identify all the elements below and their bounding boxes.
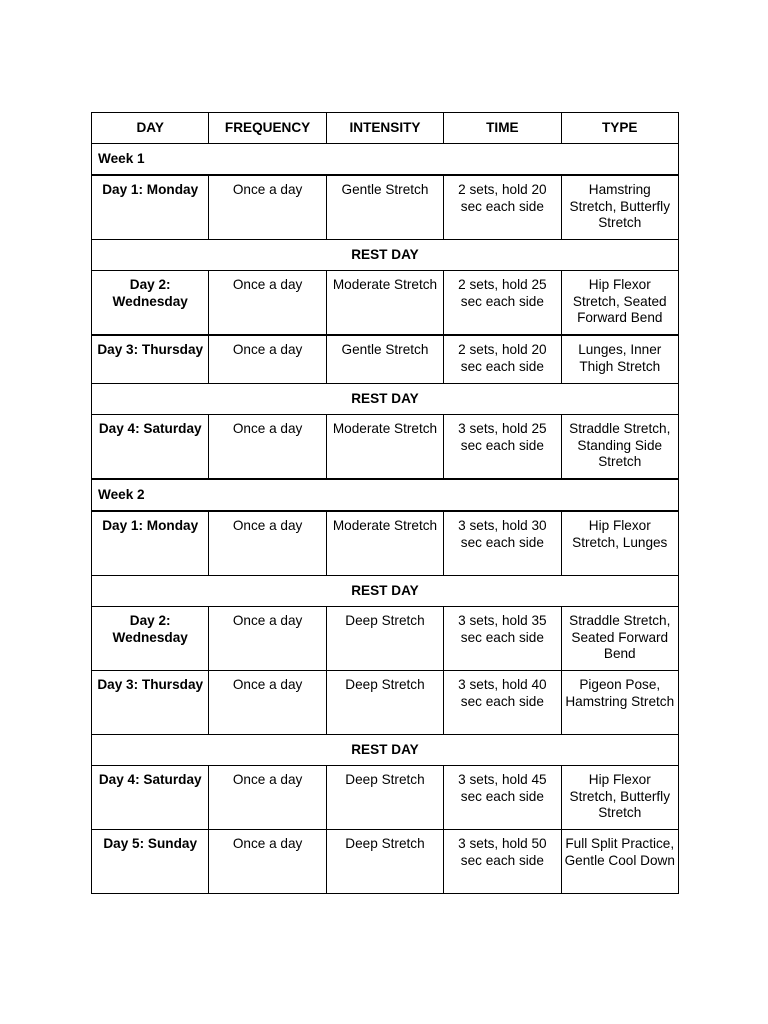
schedule-row <box>92 335 679 384</box>
header-day: DAY <box>92 113 209 144</box>
time-cell: 3 sets, hold 25 sec each side <box>444 415 561 480</box>
intensity-cell: Moderate Stretch <box>326 415 443 480</box>
week-row <box>92 144 679 176</box>
intensity-cell: Moderate Stretch <box>326 511 443 576</box>
day-cell: Day 1: Monday <box>92 511 209 576</box>
frequency-cell: Once a day <box>209 671 326 735</box>
intensity-cell: Deep Stretch <box>326 830 443 894</box>
time-cell: 2 sets, hold 25 sec each side <box>444 271 561 336</box>
day-cell: Day 2: Wednesday <box>92 271 209 336</box>
week-label: Week 2 <box>92 479 679 511</box>
schedule-row <box>92 271 679 336</box>
day-cell: Day 4: Saturday <box>92 415 209 480</box>
time-cell: 3 sets, hold 45 sec each side <box>444 766 561 830</box>
schedule-table <box>91 112 679 894</box>
schedule-row <box>92 415 679 480</box>
type-cell: Hamstring Stretch, Butterfly Stretch <box>561 175 678 240</box>
intensity-cell: Gentle Stretch <box>326 175 443 240</box>
type-cell: Full Split Practice, Gentle Cool Down <box>561 830 678 894</box>
day-cell: Day 2: Wednesday <box>92 607 209 671</box>
type-cell: Pigeon Pose, Hamstring Stretch <box>561 671 678 735</box>
type-cell: Hip Flexor Stretch, Lunges <box>561 511 678 576</box>
frequency-cell: Once a day <box>209 271 326 336</box>
header-row <box>92 113 679 144</box>
header-time: TIME <box>444 113 561 144</box>
frequency-cell: Once a day <box>209 830 326 894</box>
week-label: Week 1 <box>92 144 679 176</box>
frequency-cell: Once a day <box>209 175 326 240</box>
day-cell: Day 1: Monday <box>92 175 209 240</box>
rest-day-label: REST DAY <box>92 240 679 271</box>
rest-day-row <box>92 576 679 607</box>
frequency-cell: Once a day <box>209 511 326 576</box>
day-cell: Day 3: Thursday <box>92 335 209 384</box>
schedule-body <box>92 144 679 894</box>
header-intensity: INTENSITY <box>326 113 443 144</box>
type-cell: Lunges, Inner Thigh Stretch <box>561 335 678 384</box>
rest-day-label: REST DAY <box>92 384 679 415</box>
week-row <box>92 479 679 511</box>
intensity-cell: Deep Stretch <box>326 607 443 671</box>
rest-day-row <box>92 735 679 766</box>
schedule-row <box>92 511 679 576</box>
rest-day-label: REST DAY <box>92 735 679 766</box>
time-cell: 2 sets, hold 20 sec each side <box>444 175 561 240</box>
time-cell: 2 sets, hold 20 sec each side <box>444 335 561 384</box>
day-cell: Day 4: Saturday <box>92 766 209 830</box>
type-cell: Straddle Stretch, Standing Side Stretch <box>561 415 678 480</box>
intensity-cell: Deep Stretch <box>326 671 443 735</box>
rest-day-row <box>92 384 679 415</box>
schedule-row <box>92 607 679 671</box>
schedule-row <box>92 830 679 894</box>
time-cell: 3 sets, hold 50 sec each side <box>444 830 561 894</box>
header-frequency: FREQUENCY <box>209 113 326 144</box>
frequency-cell: Once a day <box>209 766 326 830</box>
time-cell: 3 sets, hold 35 sec each side <box>444 607 561 671</box>
rest-day-row <box>92 240 679 271</box>
schedule-row <box>92 766 679 830</box>
intensity-cell: Gentle Stretch <box>326 335 443 384</box>
time-cell: 3 sets, hold 40 sec each side <box>444 671 561 735</box>
type-cell: Hip Flexor Stretch, Butterfly Stretch <box>561 766 678 830</box>
type-cell: Straddle Stretch, Seated Forward Bend <box>561 607 678 671</box>
header-type: TYPE <box>561 113 678 144</box>
rest-day-label: REST DAY <box>92 576 679 607</box>
schedule-row <box>92 175 679 240</box>
day-cell: Day 5: Sunday <box>92 830 209 894</box>
schedule-row <box>92 671 679 735</box>
intensity-cell: Deep Stretch <box>326 766 443 830</box>
type-cell: Hip Flexor Stretch, Seated Forward Bend <box>561 271 678 336</box>
day-cell: Day 3: Thursday <box>92 671 209 735</box>
frequency-cell: Once a day <box>209 415 326 480</box>
intensity-cell: Moderate Stretch <box>326 271 443 336</box>
time-cell: 3 sets, hold 30 sec each side <box>444 511 561 576</box>
frequency-cell: Once a day <box>209 607 326 671</box>
frequency-cell: Once a day <box>209 335 326 384</box>
